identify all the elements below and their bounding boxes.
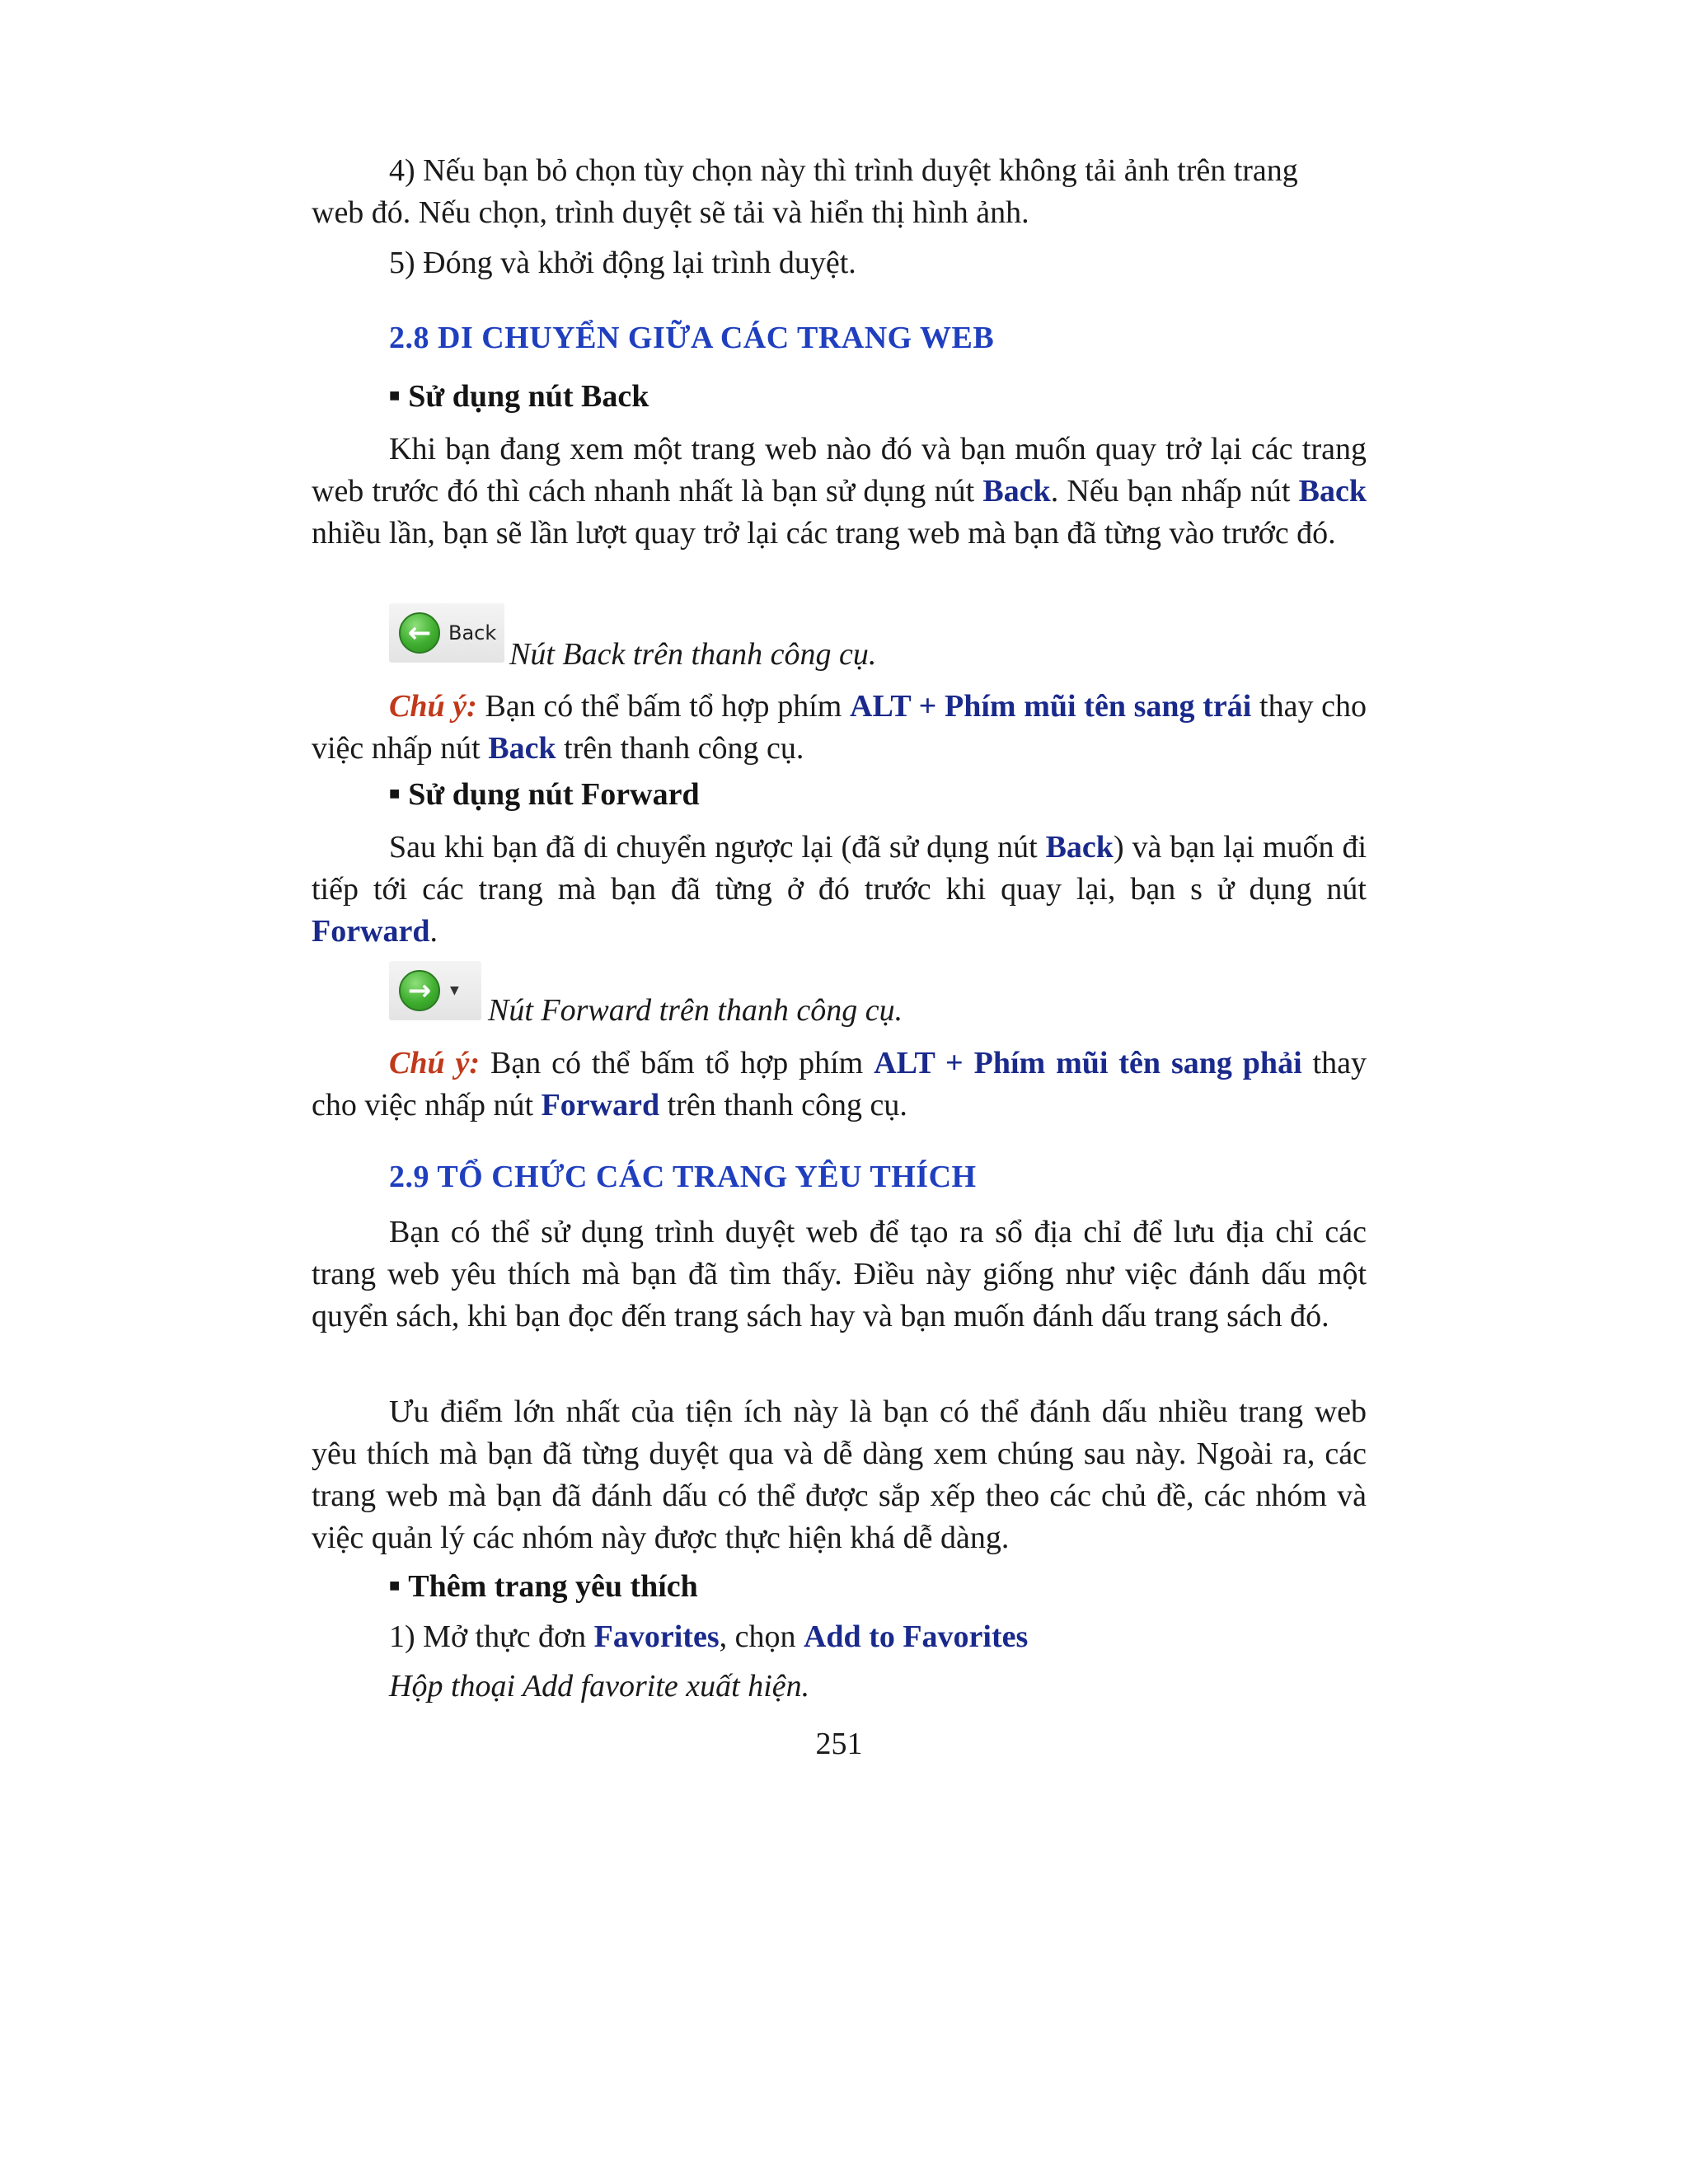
keyword-back: Back bbox=[1045, 830, 1114, 865]
forward-paragraph: Sau khi bạn đã di chuyển ngược lại (đã sử dụng nút Back) và bạn lại muốn đi tiếp tới các trang mà bạn đã từng ở đó trước khi quay lại, bạn s ử dụng nút Forward. bbox=[312, 830, 1367, 949]
subheading-add-favorite: ■ Thêm trang yêu thích bbox=[389, 1569, 698, 1604]
square-bullet-icon: ■ bbox=[389, 783, 401, 804]
back-note: Chú ý: Bạn có thể bấm tổ hợp phím ALT + Phím mũi tên sang trái thay cho việc nhấp nút Back trên thanh công cụ. bbox=[312, 689, 1367, 766]
note-label: Chú ý: bbox=[389, 689, 477, 724]
square-bullet-icon: ■ bbox=[389, 1575, 401, 1596]
dropdown-arrow-icon: ▼ bbox=[450, 984, 459, 997]
back-arrow-icon: ← bbox=[399, 612, 440, 654]
back-button-image bbox=[389, 603, 504, 663]
step-4-line-1: 4) Nếu bạn bỏ chọn tùy chọn này thì trình duyệt không tải ảnh trên trang bbox=[389, 153, 1298, 188]
favorites-paragraph-2: Ưu điểm lớn nhất của tiện ích này là bạn có thể đánh dấu nhiều trang web yêu thích mà bạn đã từng duyệt qua và dễ dàng xem chúng sau này. Ngoài ra, các trang web mà bạn đã đánh dấu có thể được sắp xếp theo các chủ đề, các nhóm và việc quản lý các nhóm này được thực hiện khá dễ dàng. bbox=[312, 1394, 1367, 1555]
forward-note: Chú ý: Bạn có thể bấm tổ hợp phím ALT + Phím mũi tên sang phải thay cho việc nhấp nút Forward trên thanh công cụ. bbox=[312, 1046, 1367, 1122]
section-heading-2-8: 2.8 DI CHUYỂN GIỮA CÁC TRANG WEB bbox=[389, 321, 995, 355]
step-5: 5) Đóng và khởi động lại trình duyệt. bbox=[389, 246, 856, 280]
keyword-back: Back bbox=[982, 474, 1051, 509]
keyword-shortcut: ALT + Phím mũi tên sang trái bbox=[850, 689, 1252, 724]
forward-arrow-icon: → bbox=[399, 970, 440, 1011]
keyword-forward: Forward bbox=[312, 914, 430, 949]
keyword-add-to-favorites: Add to Favorites bbox=[803, 1619, 1029, 1654]
forward-caption: Nút Forward trên thanh công cụ. bbox=[488, 993, 903, 1028]
add-favorite-result: Hộp thoại Add favorite xuất hiện. bbox=[389, 1669, 810, 1704]
step-4-line-2: web đó. Nếu chọn, trình duyệt sẽ tải và hiển thị hình ảnh. bbox=[312, 195, 1029, 230]
square-bullet-icon: ■ bbox=[389, 385, 401, 405]
forward-button-image bbox=[389, 961, 481, 1020]
add-favorite-step-1: 1) Mở thực đơn Favorites, chọn Add to Favorites bbox=[389, 1619, 1029, 1654]
keyword-back: Back bbox=[488, 731, 556, 766]
subheading-forward: ■ Sử dụng nút Forward bbox=[389, 777, 700, 812]
subheading-back: ■ Sử dụng nút Back bbox=[389, 379, 649, 414]
page-number: 251 bbox=[815, 1727, 863, 1761]
keyword-favorites: Favorites bbox=[593, 1619, 720, 1654]
keyword-forward: Forward bbox=[541, 1088, 660, 1122]
favorites-paragraph-1: Bạn có thể sử dụng trình duyệt web để tạo ra sổ địa chỉ để lưu địa chỉ các trang web yêu thích mà bạn đã tìm thấy. Điều này giống như việc đánh dấu một quyển sách, khi bạn đọc đến trang sách hay và bạn muốn đánh dấu trang sách đó. bbox=[312, 1215, 1367, 1333]
note-label: Chú ý: bbox=[389, 1046, 481, 1080]
back-caption: Nút Back trên thanh công cụ. bbox=[509, 637, 877, 672]
back-paragraph: Khi bạn đang xem một trang web nào đó và bạn muốn quay trở lại các trang web trước đó thì cách nhanh nhất là bạn sử dụng nút Back. Nếu bạn nhấp nút Back nhiều lần, bạn sẽ lần lượt quay trở lại các trang web mà bạn đã từng vào trước đó. bbox=[312, 432, 1367, 551]
keyword-shortcut: ALT + Phím mũi tên sang phải bbox=[874, 1046, 1302, 1080]
keyword-back: Back bbox=[1298, 474, 1367, 509]
section-heading-2-9: 2.9 TỔ CHỨC CÁC TRANG YÊU THÍCH bbox=[389, 1160, 977, 1194]
back-button-label: Back bbox=[448, 621, 497, 644]
document-page bbox=[312, 0, 1367, 2184]
